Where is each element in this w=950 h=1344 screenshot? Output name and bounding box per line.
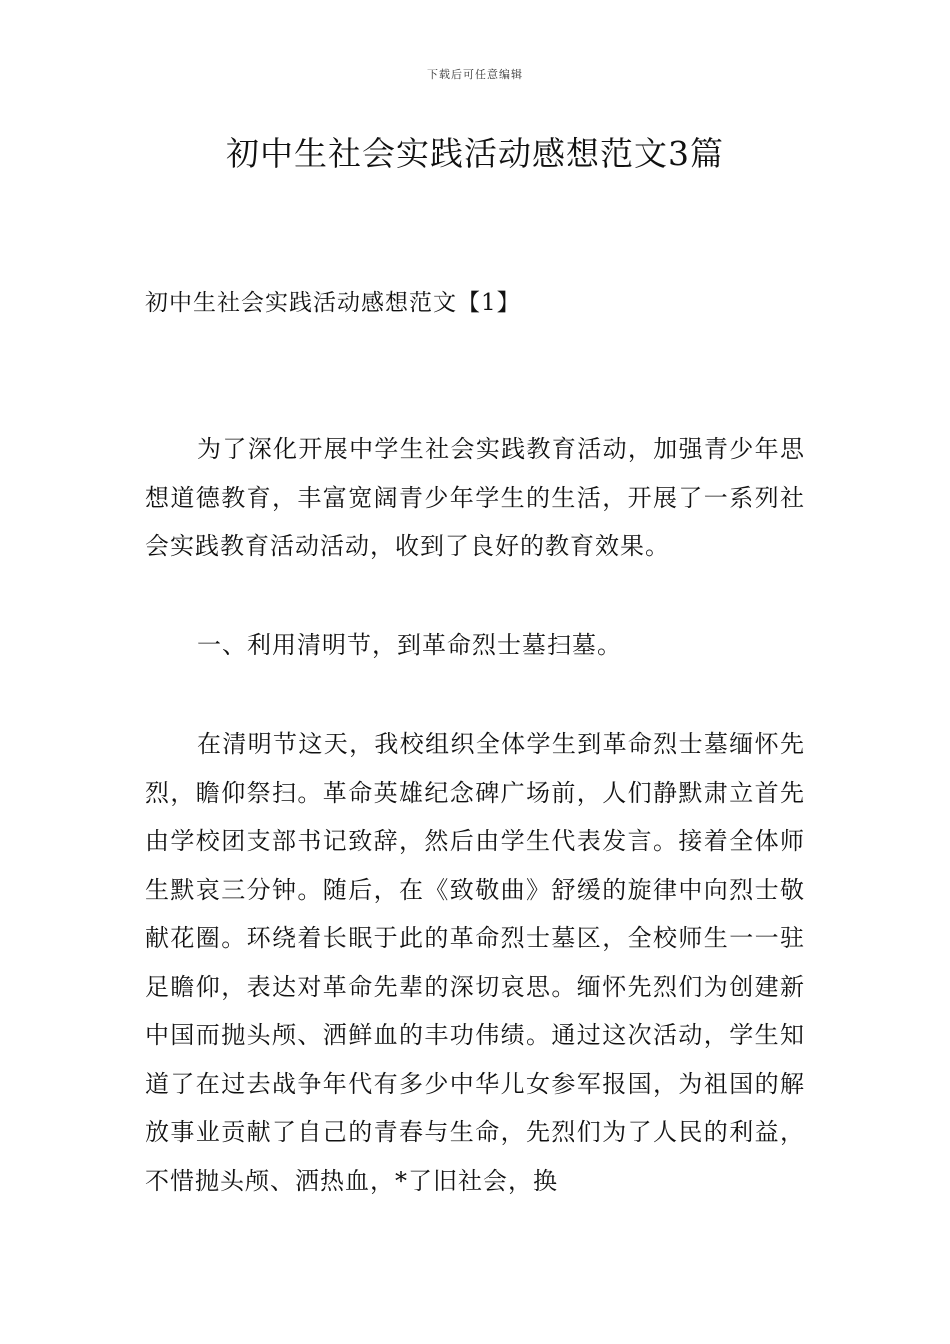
paragraph-body: 在清明节这天，我校组织全体学生到革命烈士墓缅怀先烈，瞻仰祭扫。革命英雄纪念碑广场前，人们静默肃立首先由学校团支部书记致辞，然后由学生代表发言。接着全体师生默哀三分钟。随后，在《致敬曲》舒缓的旋律中向烈士敬献花圈。环绕着长眠于此的革命烈士墓区，全校师生一一驻足瞻仰，表达对革命先辈的深切哀思。缅怀先烈们为创建新中国而抛头颅、洒鲜血的丰功伟绩。通过这次活动，学生知道了在过去战争年代有多少中华儿女参军报国，为祖国的解放事业贡献了自己的青春与生命，先烈们为了人民的利益，不惜抛头颅、洒热血，*了旧社会，换 [145, 730, 805, 1195]
section-heading: 初中生社会实践活动感想范文【1】 [145, 290, 521, 316]
paragraph-intro: 为了深化开展中学生社会实践教育活动，加强青少年思想道德教育，丰富宽阔青少年学生的生活，开展了一系列社会实践教育活动活动，收到了良好的教育效果。 [145, 435, 805, 560]
paragraph-subheading: 一、利用清明节，到革命烈士墓扫墓。 [197, 631, 622, 659]
document-title: 初中生社会实践活动感想范文3篇 [226, 134, 724, 173]
header-note: 下载后可任意编辑 [427, 68, 523, 81]
